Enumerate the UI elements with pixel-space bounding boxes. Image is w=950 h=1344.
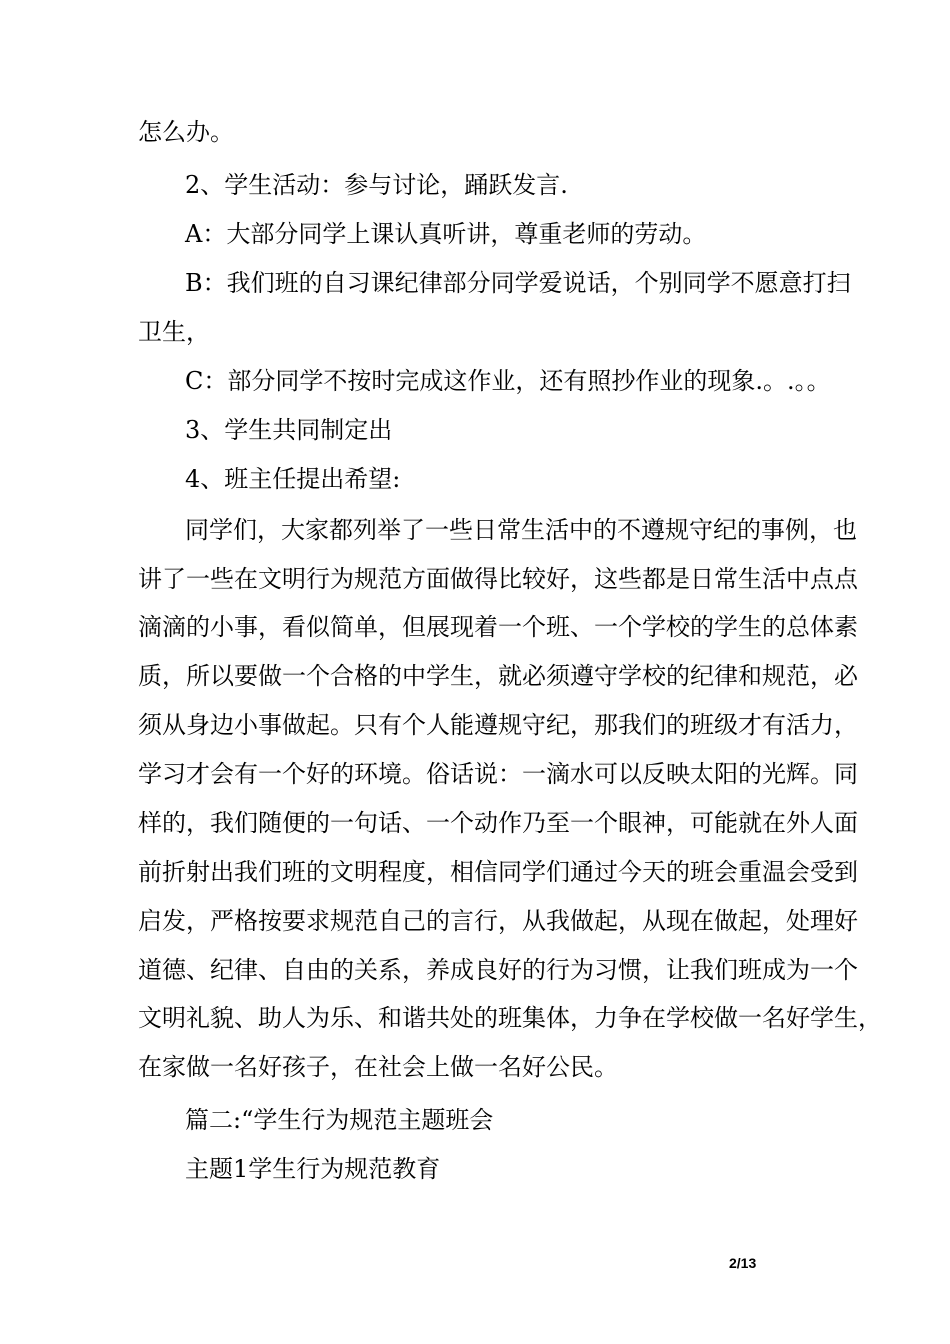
text-line: 须从身边小事做起。只有个人能遵规守纪，那我们的班级才有活力， xyxy=(138,711,858,739)
text-line: 样的，我们随便的一句话、一个动作乃至一个眼神，可能就在外人面 xyxy=(138,809,858,837)
text-line: 3、学生共同制定出 xyxy=(185,416,393,444)
text-line: 学习才会有一个好的环境。俗话说：一滴水可以反映太阳的光辉。同 xyxy=(138,760,858,788)
text-line: 怎么办。 xyxy=(138,118,234,146)
topic-line: 主题1学生行为规范教育 xyxy=(185,1155,441,1183)
text-line: 卫生， xyxy=(138,318,210,346)
page-number: 2/13 xyxy=(729,1255,757,1271)
text-line: 4、班主任提出希望: xyxy=(185,465,401,493)
text-line: 前折射出我们班的文明程度，相信同学们通过今天的班会重温会受到 xyxy=(138,858,858,886)
text-line: C：部分同学不按时完成这作业，还有照抄作业的现象.。.。。 xyxy=(185,367,831,395)
text-line: 讲了一些在文明行为规范方面做得比较好，这些都是日常生活中点点 xyxy=(138,565,858,593)
text-line: 文明礼貌、助人为乐、和谐共处的班集体，力争在学校做一名好学生， xyxy=(138,1004,882,1032)
text-line: B：我们班的自习课纪律部分同学爱说话，个别同学不愿意打扫 xyxy=(185,269,851,297)
text-line: 2、学生活动：参与讨论，踊跃发言. xyxy=(185,171,568,199)
text-line: 道德、纪律、自由的关系，养成良好的行为习惯，让我们班成为一个 xyxy=(138,956,858,984)
text-line: A：大部分同学上课认真听讲，尊重老师的劳动。 xyxy=(185,220,707,248)
text-line: 在家做一名好孩子，在社会上做一名好公民。 xyxy=(138,1053,618,1081)
text-line: 滴滴的小事，看似简单，但展现着一个班、一个学校的学生的总体素 xyxy=(138,613,858,641)
section-heading: 篇二:“学生行为规范主题班会 xyxy=(185,1106,494,1134)
text-line: 质，所以要做一个合格的中学生，就必须遵守学校的纪律和规范，必 xyxy=(138,662,858,690)
text-line: 同学们，大家都列举了一些日常生活中的不遵规守纪的事例，也 xyxy=(185,516,857,544)
text-line: 启发，严格按要求规范自己的言行，从我做起，从现在做起，处理好 xyxy=(138,907,858,935)
